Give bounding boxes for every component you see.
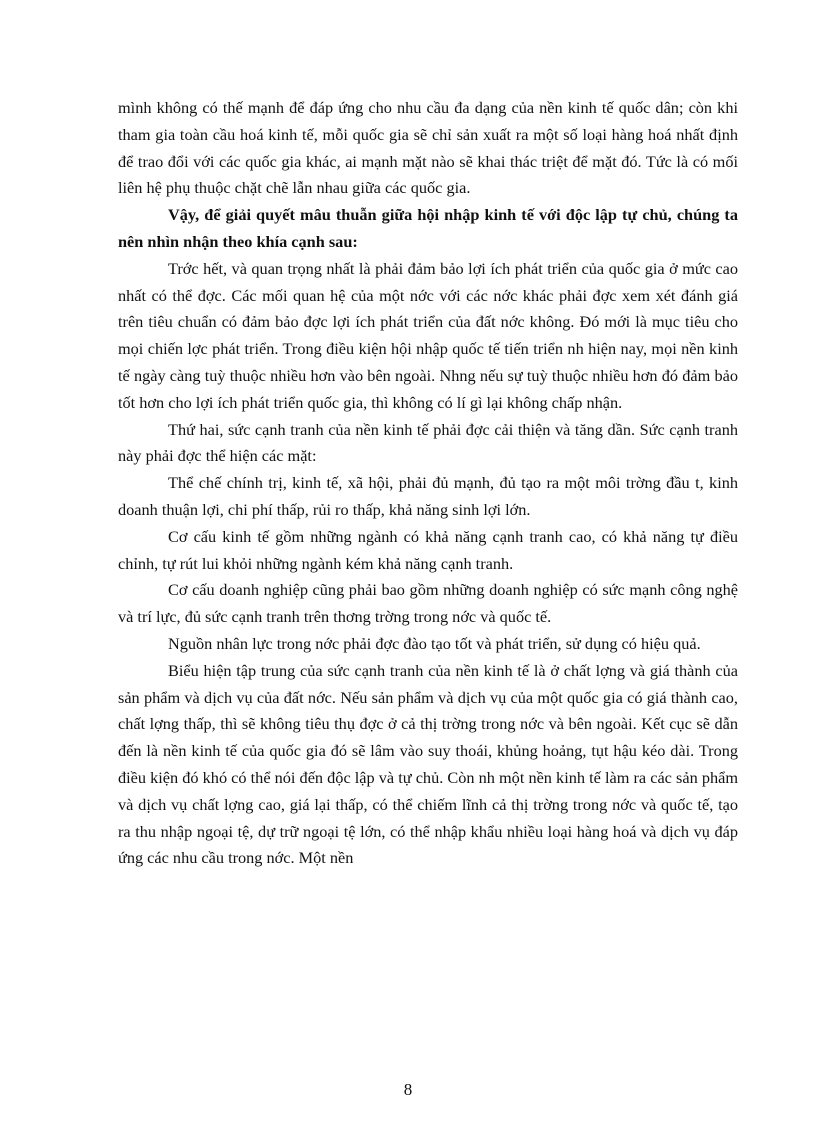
paragraph-continuation: mình không có thế mạnh để đáp ứng cho nhu cầu đa dạng của nền kinh tế quốc dân; còn khi tham gia toàn cầu hoá kinh tế, mỗi quốc gia sẽ chỉ sản xuất ra một số loại hàng hoá nhất định để trao đổi với các quốc gia khác, ai mạnh mặt nào sẽ khai thác triệt để mặt đó. Tức là có mối liên hệ phụ thuộc chặt chẽ lẫn nhau giữa các quốc gia. [118, 98, 738, 198]
paragraph-economic-structure: Cơ cấu kinh tế gồm những ngành có khả năng cạnh tranh cao, có khả năng tự điều chỉnh, tự rút lui khỏi những ngành kém khả năng cạnh tranh. [118, 526, 738, 573]
page-number: 8 [403, 1080, 413, 1099]
paragraph-competitiveness: Biểu hiện tập trung của sức cạnh tranh của nền kinh tế là ở chất lợng và giá thành của sản phẩm và dịch vụ của đất nớc. Nếu sản phẩm và dịch vụ của một quốc gia có giá thành cao, chất lợng thấp, thì sẽ không tiêu thụ đợc ở cả thị trờng trong nớc và bên ngoài. Kết cục sẽ dẫn đến là nền kinh tế của quốc gia đó sẽ lâm vào suy thoái, khủng hoảng, tụt hậu kéo dài. Trong điều kiện đó khó có thể nói đến độc lập và tự chủ. Còn nh một nền kinh tế làm ra các sản phẩm và dịch vụ chất lợng cao, giá lại thấp, có thể chiếm lĩnh cả thị trờng trong nớc và quốc tế, tạo ra thu nhập ngoại tệ, dự trữ ngoại tệ lớn, có thể nhập khẩu nhiều loại hàng hoá và dịch vụ đáp ứng các nhu cầu trong nớc. Một nền [118, 660, 738, 868]
paragraph-human-resources: Nguồn nhân lực trong nớc phải đợc đào tạo tốt và phát triển, sử dụng có hiệu quả. [168, 633, 701, 653]
paragraph-enterprise-structure: Cơ cấu doanh nghiệp cũng phải bao gồm những doanh nghiệp có sức mạnh công nghệ và trí lực, đủ sức cạnh tranh trên thơng trờng trong nớc và quốc tế. [118, 580, 738, 627]
paragraph-first-point: Trớc hết, và quan trọng nhất là phải đảm bảo lợi ích phát triển của quốc gia ở mức cao nhất có thể đợc. Các mối quan hệ của một nớc với các nớc khác phải đợc xem xét đánh giá trên tiêu chuẩn có đảm bảo đợc lợi ích phát triển của đất nớc không. Đó mới là mục tiêu cho mọi chiến lợc phát triển. Trong điều kiện hội nhập quốc tế tiến triển nh hiện nay, mọi nền kinh tế ngày càng tuỳ thuộc nhiều hơn vào bên ngoài. Nhng nếu sự tuỳ thuộc nhiều hơn đó đảm bảo tốt hơn cho lợi ích phát triển quốc gia, thì không có lí gì lại không chấp nhận. [118, 258, 738, 412]
paragraph-heading-bold: Vậy, để giải quyết mâu thuẫn giữa hội nhập kinh tế với độc lập tự chủ, chúng ta nên nhìn nhận theo khía cạnh sau: [118, 205, 738, 251]
paragraph-second-point: Thứ hai, sức cạnh tranh của nền kinh tế phải đợc cải thiện và tăng dần. Sức cạnh tranh này phải đợc thể hiện các mặt: [118, 419, 738, 466]
document-page [118, 95, 738, 872]
paragraph-institutions: Thể chế chính trị, kinh tế, xã hội, phải đủ mạnh, đủ tạo ra một môi trờng đầu t, kinh doanh thuận lợi, chi phí thấp, rủi ro thấp, khả năng sinh lợi lớn. [118, 473, 738, 519]
